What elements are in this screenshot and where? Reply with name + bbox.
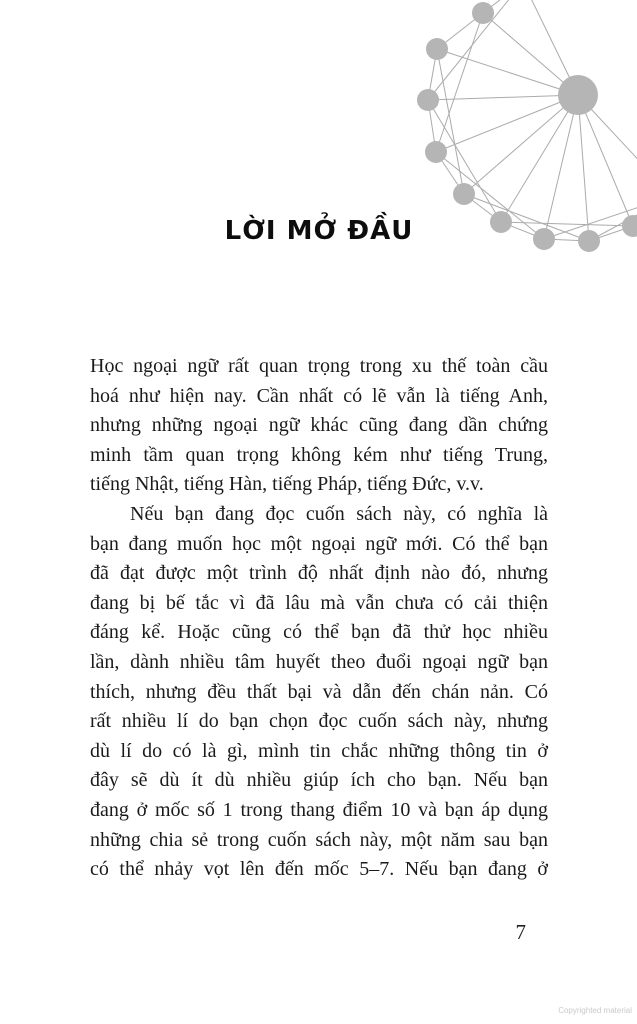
text-line: dù lí do có là gì, mình tin chắc những thông tin ở <box>90 739 548 762</box>
copyright-watermark: Copyrighted material <box>558 1006 632 1015</box>
text-line: minh tầm quan trọng không kém như tiếng Trung, <box>90 443 548 466</box>
chapter-title: LỜI MỞ ĐẦU <box>224 216 414 246</box>
text-line: rất nhiều lí do bạn chọn đọc cuốn sách này, nhưng <box>90 710 548 733</box>
text-line: đáng kể. Hoặc cũng có thể bạn đã thử học nhiều <box>90 621 548 644</box>
text-line: những chia sẻ trong cuốn sách này, một năm sau bạn <box>90 828 548 851</box>
text-line: Học ngoại ngữ rất quan trọng trong xu thế toàn cầu <box>90 355 548 377</box>
paragraph <box>90 352 548 500</box>
text-line: đang bị bế tắc vì đã lâu mà vẫn chưa có cải thiện <box>90 591 548 614</box>
text-line: hoá như hiện nay. Cần nhất có lẽ vẫn là tiếng Anh, <box>90 384 548 407</box>
text-line: đang ở mốc số 1 trong thang điểm 10 và bạn áp dụng <box>90 798 548 821</box>
text-line: thích, nhưng đều thất bại và dẫn đến chán nản. Có <box>90 680 548 703</box>
text-line: có thể nhảy vọt lên đến mốc 5–7. Nếu bạn đang ở <box>90 858 548 881</box>
text-line: bạn đang muốn học một ngoại ngữ mới. Có thể bạn <box>90 532 548 555</box>
paragraph <box>90 500 548 885</box>
body-text <box>90 352 548 885</box>
text-line: tiếng Nhật, tiếng Hàn, tiếng Pháp, tiếng Đức, v.v. <box>90 473 484 496</box>
text-line: lần, dành nhiều tâm huyết theo đuổi ngoại ngữ bạn <box>90 650 548 673</box>
page-number: 7 <box>515 920 526 944</box>
text-line: đây sẽ dù ít dù nhiều giúp ích cho bạn. Nếu bạn <box>90 769 548 792</box>
text-line: nhưng những ngoại ngữ khác cũng đang dần chứng <box>90 414 548 437</box>
text-line: Nếu bạn đang đọc cuốn sách này, có nghĩa là <box>130 502 548 525</box>
text-line: đã đạt được một trình độ nhất định nào đó, nhưng <box>90 562 548 585</box>
